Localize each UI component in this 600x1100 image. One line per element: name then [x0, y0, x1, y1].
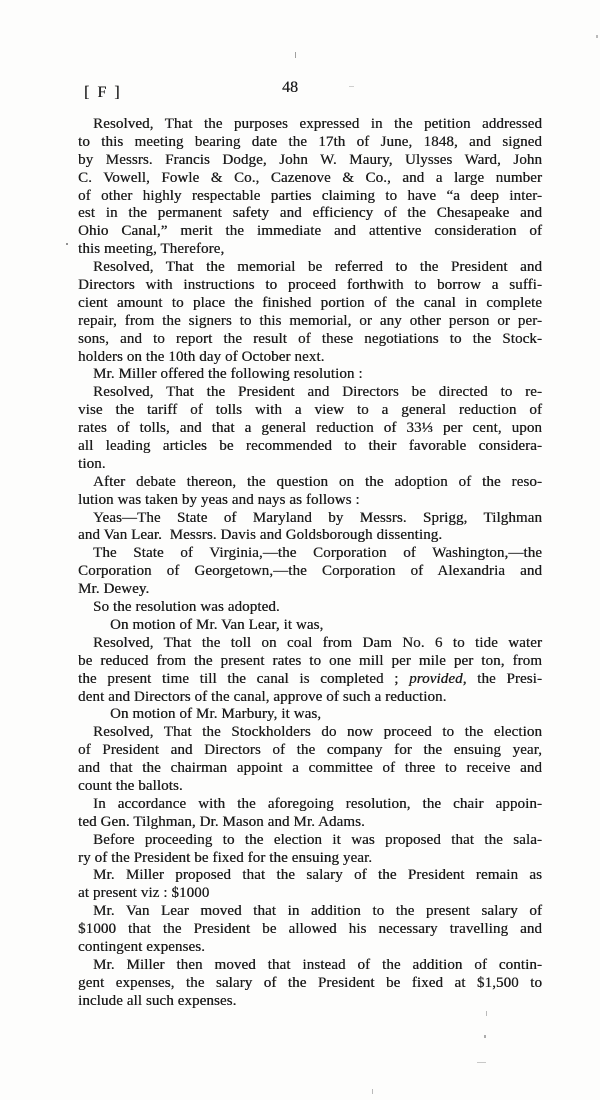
text-line: by Messrs. Francis Dodge, John W. Maury, Ulysses Ward, John [78, 151, 542, 168]
text-line: this meeting, Therefore, [78, 241, 225, 258]
text-line: include all such expenses. [78, 992, 237, 1009]
text-line: and Van Lear. Messrs. Davis and Goldsborough dissenting. [78, 527, 443, 544]
scan-speck [484, 1035, 486, 1038]
text-line: of other highly respectable parties claiming to have “a deep inter- [78, 187, 542, 204]
text-line: count the ballots. [78, 777, 183, 794]
text-line: $1000 that the President be allowed his necessary travelling and [78, 921, 542, 938]
text-line: Mr. Dewey. [78, 581, 150, 598]
page-number: 48 [282, 79, 298, 96]
text-line: Resolved, That the purposes expressed in the petition addressed [93, 116, 542, 132]
text-line: gent expenses, the salary of the President be fixed at $1,500 to [78, 974, 542, 991]
scan-speck [372, 1089, 373, 1094]
text-line: C. Vowell, Fowle & Co., Cazenove & Co., and a large number [78, 169, 542, 186]
text-line: Resolved, That the President and Directors be directed to re- [93, 384, 542, 401]
text-line: The State of Virginia,—the Corporation of Washington,—the [93, 545, 542, 562]
text-line: On motion of Mr. Van Lear, it was, [110, 616, 324, 633]
text-line: Mr. Miller proposed that the salary of the President remain as [93, 867, 542, 884]
text-line: be reduced from the present rates to one mill per mile per ton, from [78, 652, 542, 669]
scan-speck [66, 243, 68, 245]
text-line: Resolved, That the toll on coal from Dam No. 6 to tide water [93, 634, 542, 651]
text-line: tion. [78, 455, 106, 472]
text-line: the present time till the canal is completed ; provided, the Presi- [78, 670, 542, 687]
document-lines [78, 116, 542, 1011]
scan-speck [477, 1062, 486, 1063]
text-line: Corporation of Georgetown,—the Corporation of Alexandria and [78, 563, 542, 580]
text-line: all leading articles be recommended to their favorable considera- [78, 438, 542, 455]
text-line: Mr. Miller then moved that instead of the addition of contin- [93, 956, 542, 973]
text-line: ry of the President be fixed for the ensuing year. [78, 849, 373, 866]
text-line: Resolved, That the Stockholders do now proceed to the election [93, 724, 542, 741]
text-line: Directors with instructions to proceed forthwith to borrow a suffi- [78, 277, 542, 294]
text-line: repair, from the signers to this memorial, or any other person or per- [78, 312, 542, 329]
text-line: at present viz : $1000 [78, 885, 210, 902]
text-line: Ohio Canal,” merit the immediate and attentive consideration of [78, 223, 542, 240]
text-line: Yeas—The State of Maryland by Messrs. Sprigg, Tilghman [93, 509, 542, 526]
text-line: and that the chairman appoint a committee of three to receive and [78, 760, 542, 777]
text-line: Before proceeding to the election it was proposed that the sala- [93, 831, 542, 848]
signature-mark: [ F ] [84, 84, 122, 101]
text-line: sons, and to report the result of these negotiations to the Stock- [78, 330, 542, 347]
text-line: contingent expenses. [78, 938, 205, 955]
text-line: Resolved, That the memorial be referred to the President and [93, 259, 542, 276]
text-line: dent and Directors of the canal, approve of such a reduction. [78, 688, 447, 705]
text-line: to this meeting bearing date the 17th of June, 1848, and signed [78, 133, 542, 150]
scan-speck [349, 86, 354, 87]
text-line: rates of tolls, and that a general reduction of 33⅓ per cent, upon [78, 420, 542, 437]
text-line: So the resolution was adopted. [93, 599, 280, 616]
text-line: lution was taken by yeas and nays as follows : [78, 491, 360, 508]
text-line: vise the tariff of tolls with a view to a general reduction of [78, 402, 542, 419]
scan-speck [295, 52, 296, 58]
scan-speck [596, 35, 598, 38]
text-line: ted Gen. Tilghman, Dr. Mason and Mr. Adams. [78, 813, 365, 830]
text-line: est in the permanent safety and efficiency of the Chesapeake and [78, 205, 542, 222]
text-line: Mr. Van Lear moved that in addition to the present salary of [93, 903, 542, 920]
scan-speck [486, 1011, 487, 1016]
text-line: After debate thereon, the question on the adoption of the reso- [93, 473, 542, 490]
text-line: holders on the 10th day of October next. [78, 348, 325, 365]
text-line: Mr. Miller offered the following resolution : [93, 366, 363, 383]
text-line: In accordance with the aforegoing resolution, the chair appoin- [93, 795, 542, 812]
text-line: On motion of Mr. Marbury, it was, [110, 706, 322, 723]
text-line: cient amount to place the finished portion of the canal in complete [78, 294, 542, 311]
text-line: of President and Directors of the company for the ensuing year, [78, 742, 542, 759]
